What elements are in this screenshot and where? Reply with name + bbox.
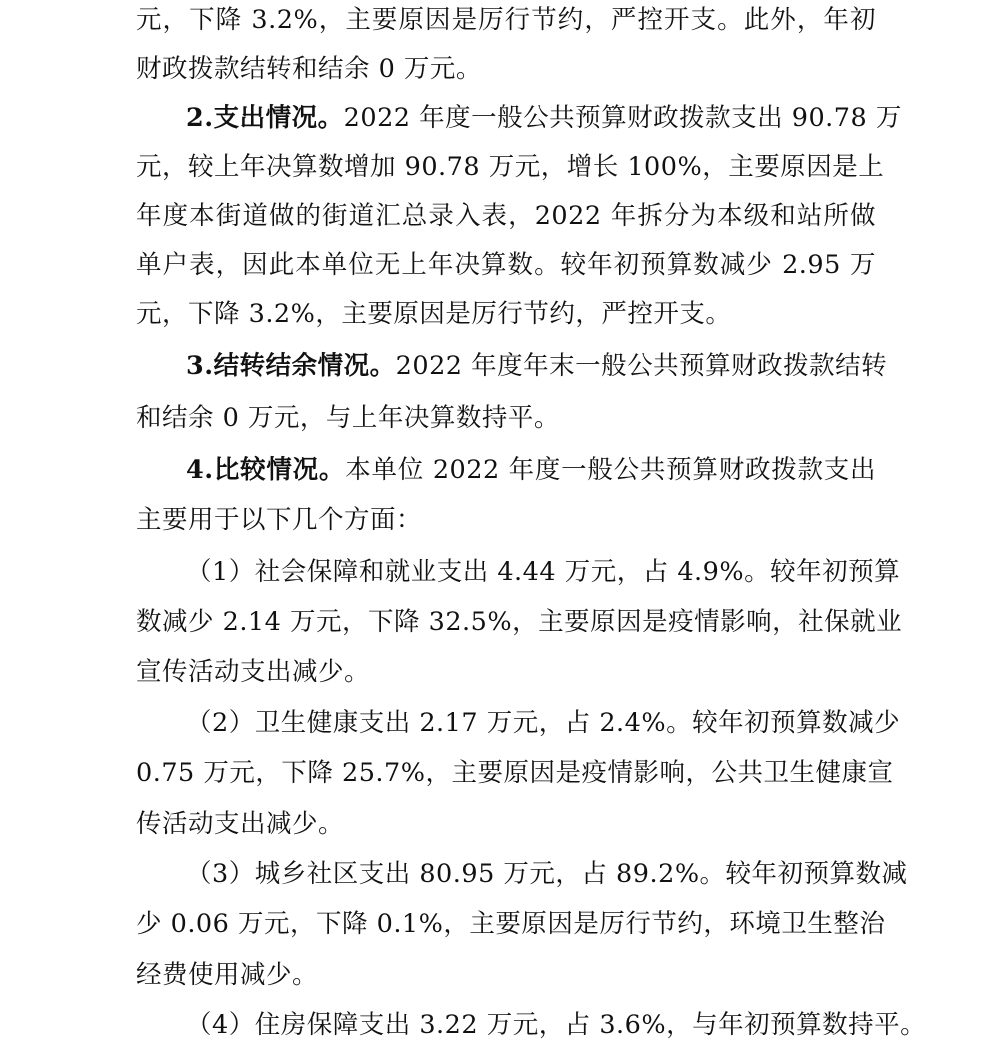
line-text: 主要用于以下几个方面： — [136, 505, 423, 535]
line-text: （3）城乡社区支出 80.95 万元，占 89.2%。较年初预算数减 — [186, 859, 908, 889]
section-heading-expenditure — [186, 98, 902, 138]
line-text: 2022 年度年末一般公共预算财政拨款结转 — [395, 351, 888, 381]
line-text: 少 0.06 万元，下降 0.1%，主要原因是厉行节约，环境卫生整治 — [136, 909, 886, 939]
line-text: 元，下降 3.2%，主要原因是厉行节约，严控开支。 — [136, 299, 732, 329]
text-line-13 — [136, 602, 903, 642]
list-item-housing — [186, 1005, 927, 1045]
text-line-11 — [136, 500, 876, 540]
section-heading: 2.支出情况。 — [186, 103, 344, 133]
line-text: 数减少 2.14 万元，下降 32.5%，主要原因是疫情影响，社保就业 — [136, 607, 903, 637]
text-line-2 — [136, 49, 876, 89]
text-line-5 — [136, 196, 876, 236]
line-text: 0.75 万元，下降 25.7%，主要原因是疫情影响，公共卫生健康宣 — [136, 758, 894, 788]
line-text: 元，下降 3.2%，主要原因是厉行节约，严控开支。此外，年初 — [136, 5, 876, 35]
section-heading: 3.结转结余情况。 — [186, 351, 396, 381]
text-line-9 — [136, 398, 876, 438]
text-line-20 — [136, 955, 876, 995]
section-heading-comparison — [186, 450, 876, 490]
line-text: 单户表，因此本单位无上年决算数。较年初预算数减少 2.95 万 — [136, 250, 876, 280]
section-heading: 4.比较情况。 — [186, 455, 346, 485]
text-line-7 — [136, 294, 876, 334]
text-line-19 — [136, 904, 886, 944]
line-text: 传活动支出减少。 — [136, 809, 345, 839]
text-line-17 — [136, 804, 876, 844]
text-line-14 — [136, 652, 876, 692]
line-text: 经费使用减少。 — [136, 960, 319, 990]
line-text: 元，较上年决算数增加 90.78 万元，增长 100%，主要原因是上 — [136, 152, 885, 182]
list-item-urban-rural — [186, 854, 908, 894]
line-text: 和结余 0 万元，与上年决算数持平。 — [136, 403, 560, 433]
list-item-social-security — [186, 552, 901, 592]
text-line-4 — [136, 147, 885, 187]
section-heading-carryover — [186, 346, 888, 386]
text-line-1 — [136, 0, 876, 40]
line-text: （2）卫生健康支出 2.17 万元，占 2.4%。较年初预算数减少 — [186, 708, 901, 738]
line-text: （1）社会保障和就业支出 4.44 万元，占 4.9%。较年初预算 — [186, 557, 901, 587]
line-text: 2022 年度一般公共预算财政拨款支出 90.78 万 — [343, 103, 902, 133]
line-text: 年度本街道做的街道汇总录入表，2022 年拆分为本级和站所做 — [136, 201, 876, 231]
text-line-16 — [136, 753, 894, 793]
line-text: 宣传活动支出减少。 — [136, 657, 371, 687]
list-item-health — [186, 703, 901, 743]
text-line-6 — [136, 245, 876, 285]
line-text: 财政拨款结转和结余 0 万元。 — [136, 54, 482, 84]
line-text: （4）住房保障支出 3.22 万元，占 3.6%，与年初预算数持平。 — [186, 1010, 927, 1040]
line-text: 本单位 2022 年度一般公共预算财政拨款支出 — [345, 455, 876, 485]
